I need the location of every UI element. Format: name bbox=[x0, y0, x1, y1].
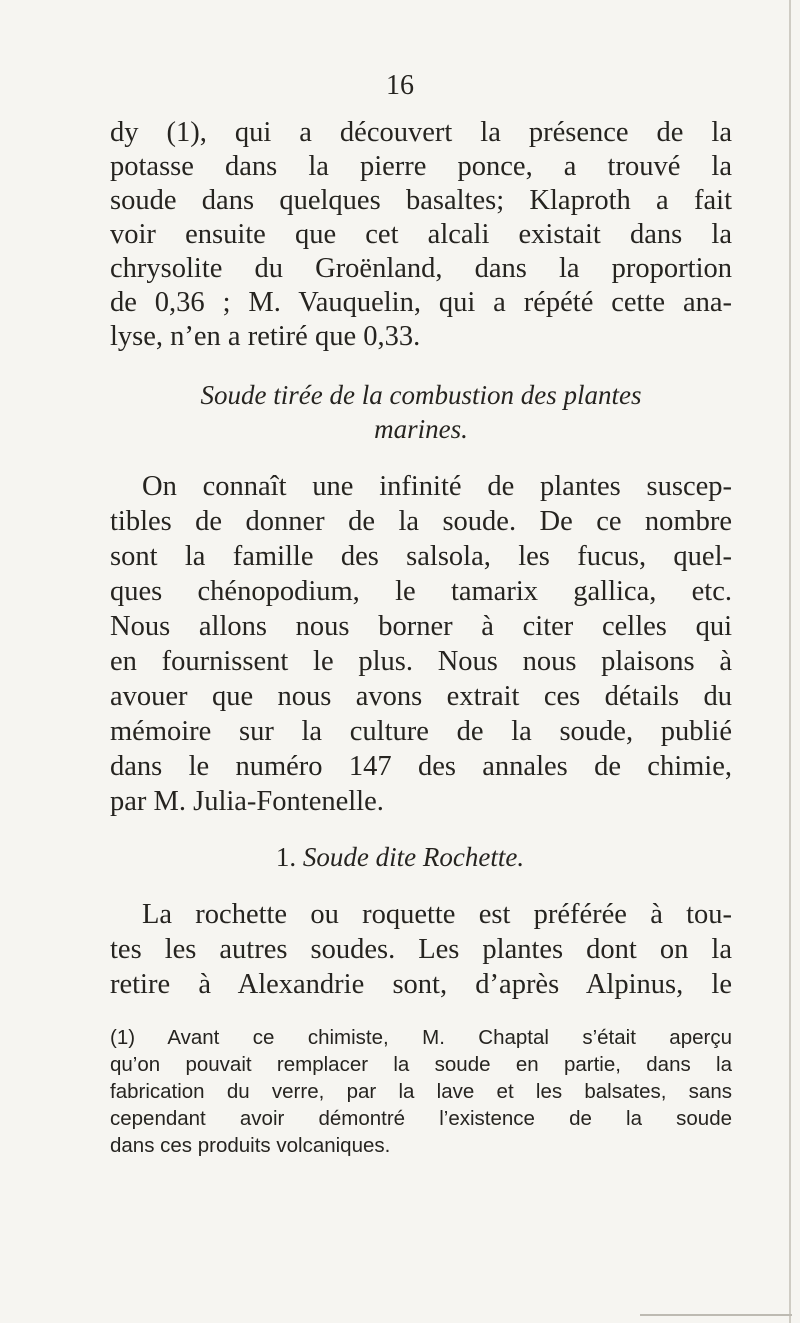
text-line: dans le numéro 147 des annales de chimie, bbox=[110, 751, 732, 782]
text-line: tes les autres soudes. Les plantes dont on la bbox=[110, 934, 732, 965]
text-line: retire à Alexandrie sont, d’après Alpinus, le bbox=[110, 969, 732, 1000]
text-line: mémoire sur la culture de la soude, publié bbox=[110, 716, 732, 747]
page-number: 16 bbox=[386, 70, 414, 101]
page-bottom-edge bbox=[640, 1314, 792, 1316]
footnote-line: qu’on pouvait remplacer la soude en partie, dans la bbox=[110, 1053, 732, 1076]
page-edge-shadow bbox=[789, 0, 791, 1323]
text-line: dy (1), qui a découvert la présence de la bbox=[110, 117, 732, 148]
text-line: avouer que nous avons extrait ces détails du bbox=[110, 681, 732, 712]
text-line: soude dans quelques basaltes; Klaproth a fait bbox=[110, 185, 732, 216]
text-line: lyse, n’en a retiré que 0,33. bbox=[110, 321, 421, 352]
text-line: de 0,36 ; M. Vauquelin, qui a répété cette ana- bbox=[110, 287, 732, 318]
section-1-title bbox=[0, 840, 800, 874]
text-line: La rochette ou roquette est préférée à tou- bbox=[142, 899, 732, 930]
text-line: par M. Julia-Fontenelle. bbox=[110, 786, 384, 817]
section-number: 1. bbox=[275, 842, 297, 872]
heading-line: Soude tirée de la combustion des plantes bbox=[200, 380, 642, 410]
text-line: tibles de donner de la soude. De ce nombre bbox=[110, 506, 732, 537]
text-line: chrysolite du Groënland, dans la proportion bbox=[110, 253, 732, 284]
text-line: On connaît une infinité de plantes suscep- bbox=[142, 471, 732, 502]
footnote-line: fabrication du verre, par la lave et les balsates, sans bbox=[110, 1080, 732, 1103]
text-line: en fournissent le plus. Nous nous plaisons à bbox=[110, 646, 732, 677]
text-line: Nous allons nous borner à citer celles qui bbox=[110, 611, 732, 642]
text-line: ques chénopodium, le tamarix gallica, etc. bbox=[110, 576, 732, 607]
footnote-line: (1) Avant ce chimiste, M. Chaptal s’était aperçu bbox=[110, 1026, 732, 1049]
footnote-line: dans ces produits volcaniques. bbox=[110, 1134, 391, 1157]
footnote-line: cependant avoir démontré l’existence de la soude bbox=[110, 1107, 732, 1130]
text-line: sont la famille des salsola, les fucus, quel- bbox=[110, 541, 732, 572]
text-line: voir ensuite que cet alcali existait dans la bbox=[110, 219, 732, 250]
heading-line: marines. bbox=[374, 414, 468, 444]
section-title-text: Soude dite Rochette. bbox=[302, 842, 525, 872]
text-line: potasse dans la pierre ponce, a trouvé la bbox=[110, 151, 732, 182]
